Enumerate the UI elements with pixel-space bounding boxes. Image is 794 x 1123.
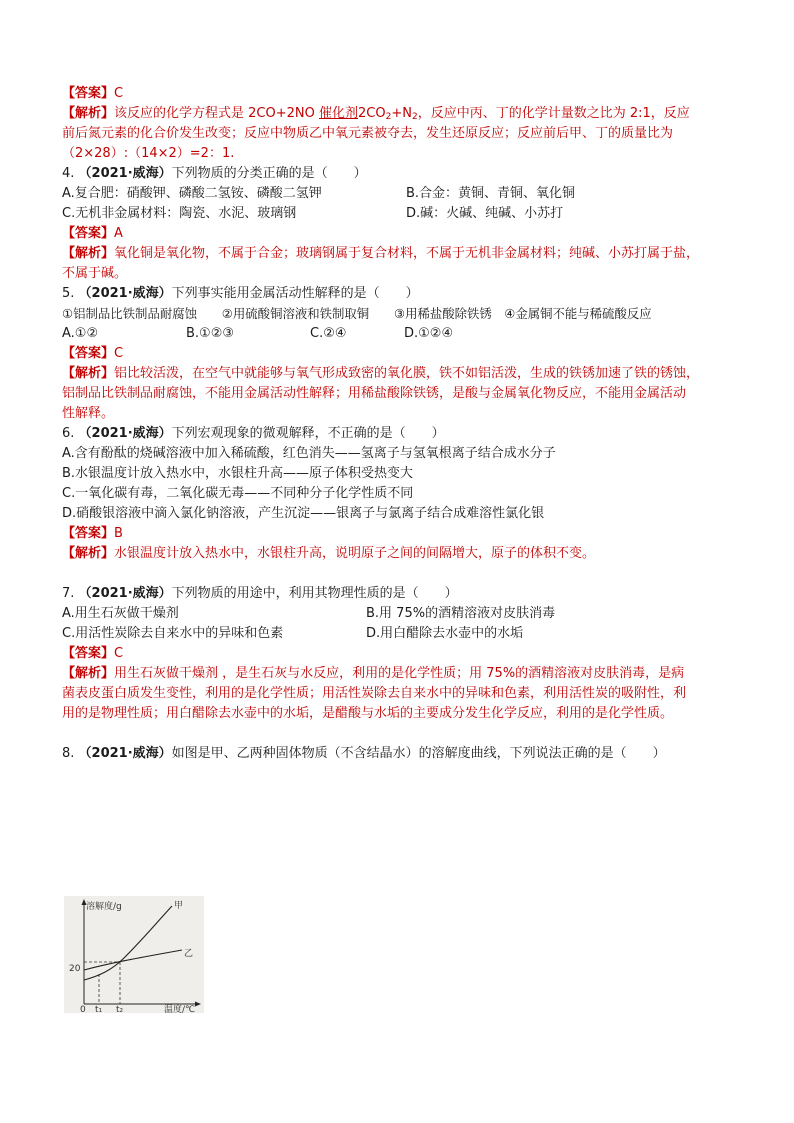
q4-answer [62,224,738,244]
q7-options-row2 [62,624,738,644]
question-source: （2021·威海） [78,426,172,441]
option-d: D.碱：火碱、纯碱、小苏打 [406,206,564,221]
question-number: 8. [62,746,79,761]
question-text: 下列宏观现象的微观解释，不正确的是（ ） [171,426,445,441]
q5-stem [62,284,738,304]
x-axis-label: 温度/℃ [164,1005,196,1013]
analysis-tag: 【解析】 [62,246,115,261]
equation-left: 2CO+2NO [248,106,315,121]
q7-options-row1 [62,604,738,624]
answer-tag: 【答案】 [62,646,115,661]
answer-value: A [114,226,123,241]
q4-analysis-line2: 不属于碱。 [62,266,128,281]
document-page [62,84,738,764]
solubility-curve-figure [64,896,204,1013]
analysis-tag: 【解析】 [62,666,115,681]
q4-analysis-line1: 【解析】氧化铜是氧化物，不属于合金；玻璃钢属于复合材料，不属于无机非金属材料；纯碱、小苏打属于盐， [62,246,700,261]
q7-analysis-line2: 菌表皮蛋白质发生变性，利用的是化学性质；用活性炭除去自来水中的异味和色素，利用活性炭的吸附性，利 [62,686,687,701]
q7-analysis-line1: 【解析】用生石灰做干燥剂 ，是生石灰与水反应，利用的是化学性质；用 75%的酒精溶液对皮肤消毒，是病 [62,666,685,681]
option-d: D.硝酸银溶液中滴入氯化钠溶液，产生沉淀——银离子与氯离子结合成难溶性氯化银 [62,506,545,521]
analysis-tag: 【解析】 [62,366,115,381]
question-text: 下列物质的分类正确的是（ ） [171,166,367,181]
answer-tag: 【答案】 [62,346,115,361]
equation-catalyst: 催化剂 [319,106,359,121]
question-number: 7. [62,586,79,601]
answer-value: C [114,346,124,361]
question-number: 5. [62,286,79,301]
q4-options-row1 [62,184,738,204]
option-b: B.用 75%的酒精溶液对皮肤消毒 [366,606,556,621]
q5-analysis-line2: 铝制品比铁制品耐腐蚀，不能用金属活动性解释；用稀盐酸除铁锈，是酸与金属氧化物反应，不能用金属活动 [62,386,687,401]
q3-answer [62,84,738,104]
curve-yi [84,950,182,970]
curve-jia-label: 甲 [174,901,184,911]
option-b: B.①②③ [186,326,235,341]
q3-analysis-line1: 【解析】该反应的化学方程式是 2CO+2NO 催化剂$2CO_2+N_2$，反应中丙、丁的化学计量数之比为 2:1，反应 [62,106,690,122]
x-tick-t2: t₂ [116,1005,124,1013]
answer-value: B [114,526,123,541]
y-axis-label: 溶解度/g [86,902,122,912]
spacer [62,564,738,584]
q6-stem [62,424,738,444]
analysis-tag: 【解析】 [62,106,115,121]
option-b: B.水银温度计放入热水中，水银柱升高——原子体积受热变大 [62,466,414,481]
option-a: A.复合肥：硝酸钾、磷酸二氢铵、磷酸二氢钾 [62,186,322,201]
option-c: C.无机非金属材料：陶瓷、水泥、玻璃钢 [62,206,297,221]
q5-options [62,324,738,344]
question-number: 6. [62,426,79,441]
y-tick-20: 20 [69,964,81,974]
option-d: D.①②④ [404,326,454,341]
curve-jia [84,906,172,980]
question-text: 下列物质的用途中，利用其物理性质的是（ ） [171,586,458,601]
question-source: （2021·威海） [78,746,172,761]
q8-stem [62,744,738,764]
q5-analysis-line3: 性解释。 [62,406,115,421]
option-c: C.一氧化碳有毒，二氧化碳无毒——不同种分子化学性质不同 [62,486,414,501]
spacer [62,724,738,744]
q5-facts: ①铝制品比铁制品耐腐蚀 ②用硫酸铜溶液和铁制取铜 ③用稀盐酸除铁锈 ④金属铜不能与稀硫酸反应 [62,306,652,321]
q4-options-row2 [62,204,738,224]
q5-analysis-line1: 【解析】铝比较活泼，在空气中就能够与氧气形成致密的氧化膜，铁不如铝活泼，生成的铁锈加速了铁的锈蚀， [62,366,700,381]
q6-analysis-line1: 【解析】水银温度计放入热水中，水银柱升高，说明原子之间的间隔增大，原子的体积不变。 [62,546,596,561]
answer-tag: 【答案】 [62,526,115,541]
answer-value: C [114,86,124,101]
option-c: C.②④ [310,326,347,341]
question-source: （2021·威海） [78,166,172,181]
q5-answer [62,344,738,364]
q3-analysis-line3: （2×28）:（14×2）=2：1. [62,146,235,161]
question-text: 下列事实能用金属活动性解释的是（ ） [171,286,419,301]
answer-value: C [114,646,124,661]
q6-answer [62,524,738,544]
x-tick-origin: 0 [80,1005,86,1013]
q4-stem [62,164,738,184]
option-a: A.①② [62,326,99,341]
x-axis-arrow [195,1002,201,1007]
option-a: A.用生石灰做干燥剂 [62,606,179,621]
question-source: （2021·威海） [78,586,172,601]
curve-yi-label: 乙 [184,949,194,959]
q7-stem [62,584,738,604]
x-tick-t1: t₁ [95,1005,103,1013]
option-d: D.用白醋除去水壶中的水垢 [366,626,524,641]
question-text: 如图是甲、乙两种固体物质（不含结晶水）的溶解度曲线，下列说法正确的是（ ） [171,746,666,761]
analysis-tag: 【解析】 [62,546,115,561]
q3-analysis-line2: 前后氮元素的化合价发生改变；反应中物质乙中氧元素被夺去，发生还原反应；反应前后甲、丁的质量比为 [62,126,674,141]
question-source: （2021·威海） [78,286,172,301]
question-number: 4. [62,166,79,181]
q7-answer [62,644,738,664]
q7-analysis-line3: 用的是物理性质；用白醋除去水壶中的水垢，是醋酸与水垢的主要成分发生化学反应，利用的是化学性质。 [62,706,674,721]
option-c: C.用活性炭除去自来水中的异味和色素 [62,626,284,641]
answer-tag: 【答案】 [62,226,115,241]
solubility-curve-svg [64,896,204,1013]
option-a: A.含有酚酞的烧碱溶液中加入稀硫酸，红色消失——氢离子与氢氧根离子结合成水分子 [62,446,556,461]
option-b: B.合金：黄铜、青铜、氧化铜 [406,186,576,201]
answer-tag: 【答案】 [62,86,115,101]
